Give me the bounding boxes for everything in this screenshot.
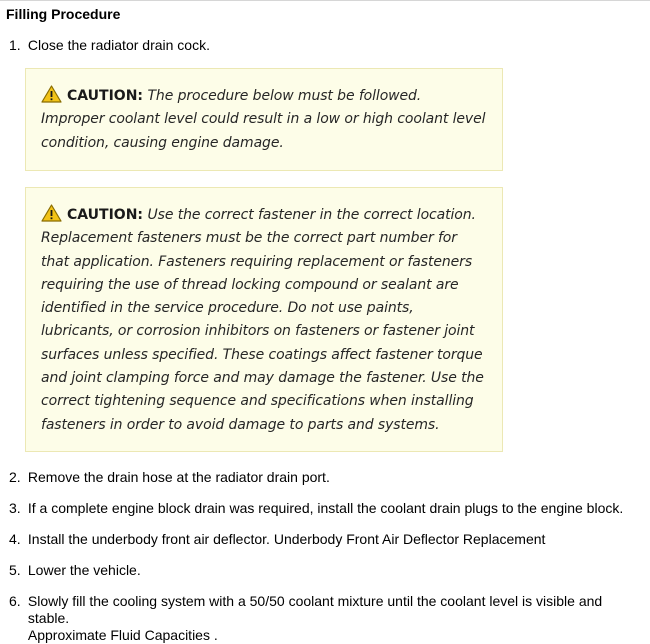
step-text: Slowly fill the cooling system with a 50/50 coolant mixture until the coolant level is visible and stable.: [27, 593, 603, 626]
step-text: Close the radiator drain cock.: [27, 37, 210, 53]
caution-text: Use the correct fastener in the correct location. Replacement fasteners must be the correct part number for that application. Fasteners requiring replacement or fasteners requiring the use of thread locking compound or sealant are identified in the service procedure. Do not use paints, lubricants, or corrosion inhibitors on fasteners or fastener joint surfaces unless specified. These coatings affect fastener torque and joint clamping force and may damage the fastener. Use the correct tightening sequence and specifications when installing fasteners in order to avoid damage to parts and systems.: [41, 207, 484, 433]
step-3: [9, 500, 623, 517]
caution-text: The procedure below must be followed. Improper coolant level could result in a low or high coolant level condition, causing engine damage.: [41, 88, 486, 151]
step-number: 1.: [9, 37, 21, 53]
step-text: Remove the drain hose at the radiator drain port.: [27, 469, 330, 485]
step-1: [9, 37, 210, 54]
step-number: 6.: [9, 593, 21, 609]
step-text: If a complete engine block drain was required, install the coolant drain plugs to the engine block.: [27, 500, 624, 516]
step-4: [9, 531, 545, 548]
step-5: [9, 562, 141, 579]
section-heading: Filling Procedure: [6, 6, 121, 22]
warning-triangle-icon: [41, 85, 62, 103]
step-number: 5.: [9, 562, 21, 578]
step-number: 4.: [9, 531, 21, 547]
step-text: Lower the vehicle.: [27, 562, 141, 578]
fluid-capacities-link[interactable]: Approximate Fluid Capacities: [27, 627, 210, 643]
caution-box-2: [25, 187, 503, 452]
top-divider: [0, 0, 650, 1]
step-2: [9, 469, 330, 486]
air-deflector-replacement-link[interactable]: Underbody Front Air Deflector Replacement: [273, 531, 546, 547]
caution-label: CAUTION:: [67, 207, 144, 223]
step-text: Install the underbody front air deflector.: [27, 531, 270, 547]
caution-box-1: [25, 68, 503, 171]
step-6: [9, 593, 638, 644]
caution-label: CAUTION:: [67, 88, 144, 104]
step-suffix: .: [209, 627, 218, 643]
warning-triangle-icon: [41, 204, 62, 222]
step-number: 3.: [9, 500, 21, 516]
step-number: 2.: [9, 469, 21, 485]
